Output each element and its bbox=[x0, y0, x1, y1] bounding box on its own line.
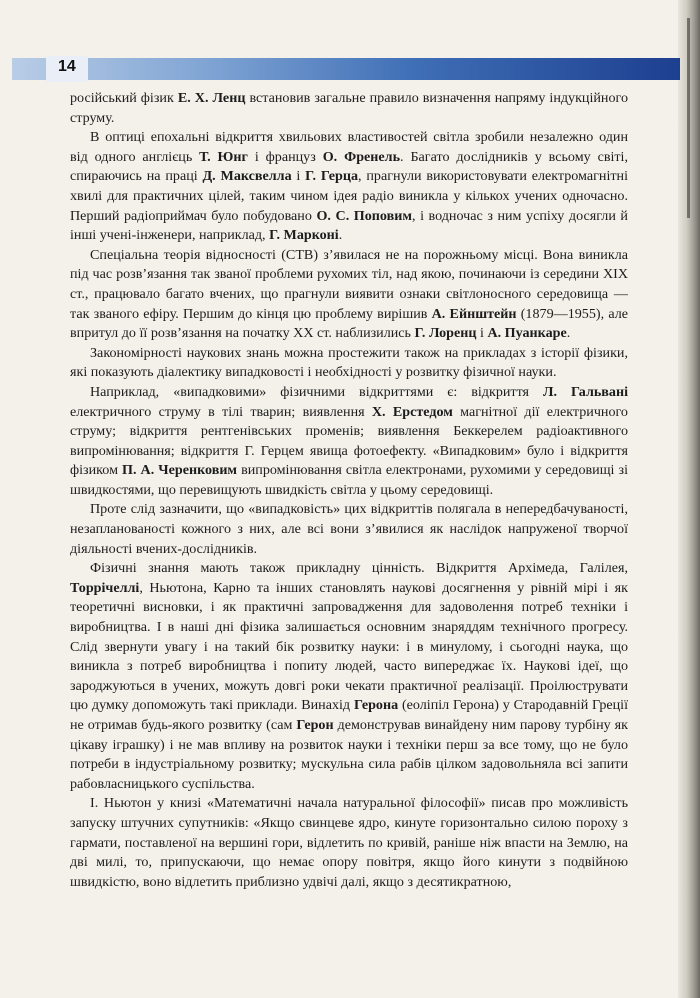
text-run: демонстрував винайдену ним парову турбіну як цікаву іграшку) і не мав впливу на розвиток науки і техніки перш за все тому, що не було потреби в індустріальному розвитку; мускульна сила рабів цілком задовольняла всі запити рабовласницького суспільства. bbox=[70, 717, 628, 792]
text-run: Спеціальна теорія відносності (СТВ) з’явилася не на порожньому місці. Вона виникла під час розв’язання так званої проблеми рухомих тіл, над якою, починаючи із середини XIX ст., працювало багато вчених, що прагнули виявити ознаки світлоносного середовища — так званого ефіру. Першим до кінця цю проблему вирішив bbox=[70, 246, 628, 322]
paragraph bbox=[70, 794, 628, 892]
bold-name: Е. Х. Ленц bbox=[177, 90, 246, 106]
bold-name: П. А. Черенковим bbox=[122, 462, 238, 479]
bold-name: Г. Марконі bbox=[269, 227, 339, 244]
bold-name: Г. Лоренц bbox=[414, 325, 477, 342]
bold-name: Х. Ерстедом bbox=[371, 403, 453, 420]
bold-name: О. С. Поповим bbox=[316, 207, 412, 224]
text-run: , і водночас з ним успіху досягли й інші учені-інженери, наприклад, bbox=[70, 207, 628, 244]
text-run: встановив загальне правило визначення напряму індукційного струму. bbox=[70, 90, 628, 126]
paragraph bbox=[70, 89, 628, 128]
page-number: 14 bbox=[58, 58, 76, 75]
text-run: І. Ньютон у книзі «Математичні начала натуральної філософії» писав про можливість запуску штучних супутників: «Якщо свинцеве ядро, кинуте горизонтально силою пороху з гармати, поставленої на вершині гори, відлетить по кривій, раніше ніж впасти на Землю, на дві милі, то, припускаючи, що немає опору повітря, якщо його кинути з подвійною швидкістю, воно відлетить приблизно удвічі далі, якщо з десятикратною, bbox=[70, 795, 628, 890]
bold-name: А. Пуанкаре bbox=[487, 325, 567, 342]
text-run: Фізичні знання мають також прикладну цінність. Відкриття Архімеда, Галілея, bbox=[90, 560, 628, 577]
text-run: і bbox=[291, 168, 306, 185]
bold-name: Г. Герца bbox=[305, 168, 359, 185]
text-run: електричного струму в тілі тварин; виявлення bbox=[70, 403, 372, 420]
paragraph bbox=[70, 128, 628, 246]
text-run: (еоліпіл Герона) у Стародавній Греції не отримав будь-якого розвитку (сам bbox=[70, 697, 628, 733]
paragraph bbox=[70, 246, 628, 344]
text-run: (1879—1955), але впритул до її розв’язання на початку XX ст. наблизились bbox=[70, 305, 629, 342]
binding-line bbox=[687, 18, 690, 218]
bold-name: О. Френель bbox=[322, 148, 401, 165]
bold-name: Торрічеллі bbox=[70, 579, 140, 596]
text-run: . Багато дослідників у всьому світі, спираючись на праці bbox=[70, 148, 628, 185]
paragraph bbox=[70, 559, 628, 794]
text-run: , прагнули використовувати електромагнітні хвилі для практичних цілей, таким чином ідея радіо виникла у кількох учених одночасно. Перший радіоприймач було побудовано bbox=[70, 168, 628, 224]
bold-name: Д. Максвелла bbox=[202, 168, 292, 185]
bold-name: Л. Гальвані bbox=[543, 383, 628, 400]
text-run: . bbox=[338, 227, 343, 244]
text-run: . bbox=[566, 325, 571, 342]
text-run: і француз bbox=[247, 148, 323, 165]
header-band bbox=[12, 58, 680, 80]
paragraph bbox=[70, 500, 628, 559]
text-run: В оптиці епохальні відкриття хвильових властивостей світла зробили незалежно один від одного англієць bbox=[70, 129, 628, 165]
page-body-text bbox=[70, 89, 628, 892]
text-run: випромінювання світла електронами, рухомими у середовищі зі швидкостями, що перевищують швидкість світла у цьому середовищі. bbox=[70, 462, 628, 498]
bold-name: А. Ейнштейн bbox=[431, 305, 517, 322]
bold-name: Т. Юнг bbox=[199, 148, 248, 165]
paragraph bbox=[70, 383, 628, 501]
paragraph bbox=[70, 344, 628, 383]
bold-name: Герона bbox=[353, 697, 399, 714]
text-run: і bbox=[476, 325, 488, 342]
text-run: російський фізик bbox=[70, 90, 178, 106]
text-run: магнітної дії електричного струму; відкриття рентгенівських променів; виявлення Беккерелем радіоактивного випромінювання; відкриття Г. Герцем явища фотоефекту. «Випадковим» було і відкриття фізиком bbox=[70, 403, 628, 479]
bold-name: Герон bbox=[296, 717, 334, 733]
text-run: Проте слід зазначити, що «випадковість» цих відкриттів полягала в непередбачуваності, незапланованості кожного з них, але всі вони з’явилися як наслідок напруженої творчої діяльності вчених-дослідників. bbox=[70, 501, 628, 557]
text-run: , Ньютона, Карно та інших становлять наукові досягнення у рівній мірі і як теоретичні висновки, і як практичні запровадження для задоволення потреб техніки і виробництва. І в наші дні фізика залишається основним знаряддям технічного прогресу. Слід звернути увагу і на такий бік розвитку науки: і в минулому, і сьогодні наука, що виникла з потреб виробництва і попиту людей, часто випереджає їх. Наукові ідеї, що зароджуються в учених, можуть довгі роки чекати практичної реалізації. Проілюструвати цю думку допоможуть такі приклади. Винахід bbox=[70, 579, 628, 714]
text-run: Наприклад, «випадковими» фізичними відкриттями є: відкриття bbox=[90, 383, 544, 400]
text-run: Закономірності наукових знань можна простежити також на прикладах з історії фізики, які показують діалектику випадковості і необхідності у розвитку фізичної науки. bbox=[70, 344, 628, 381]
